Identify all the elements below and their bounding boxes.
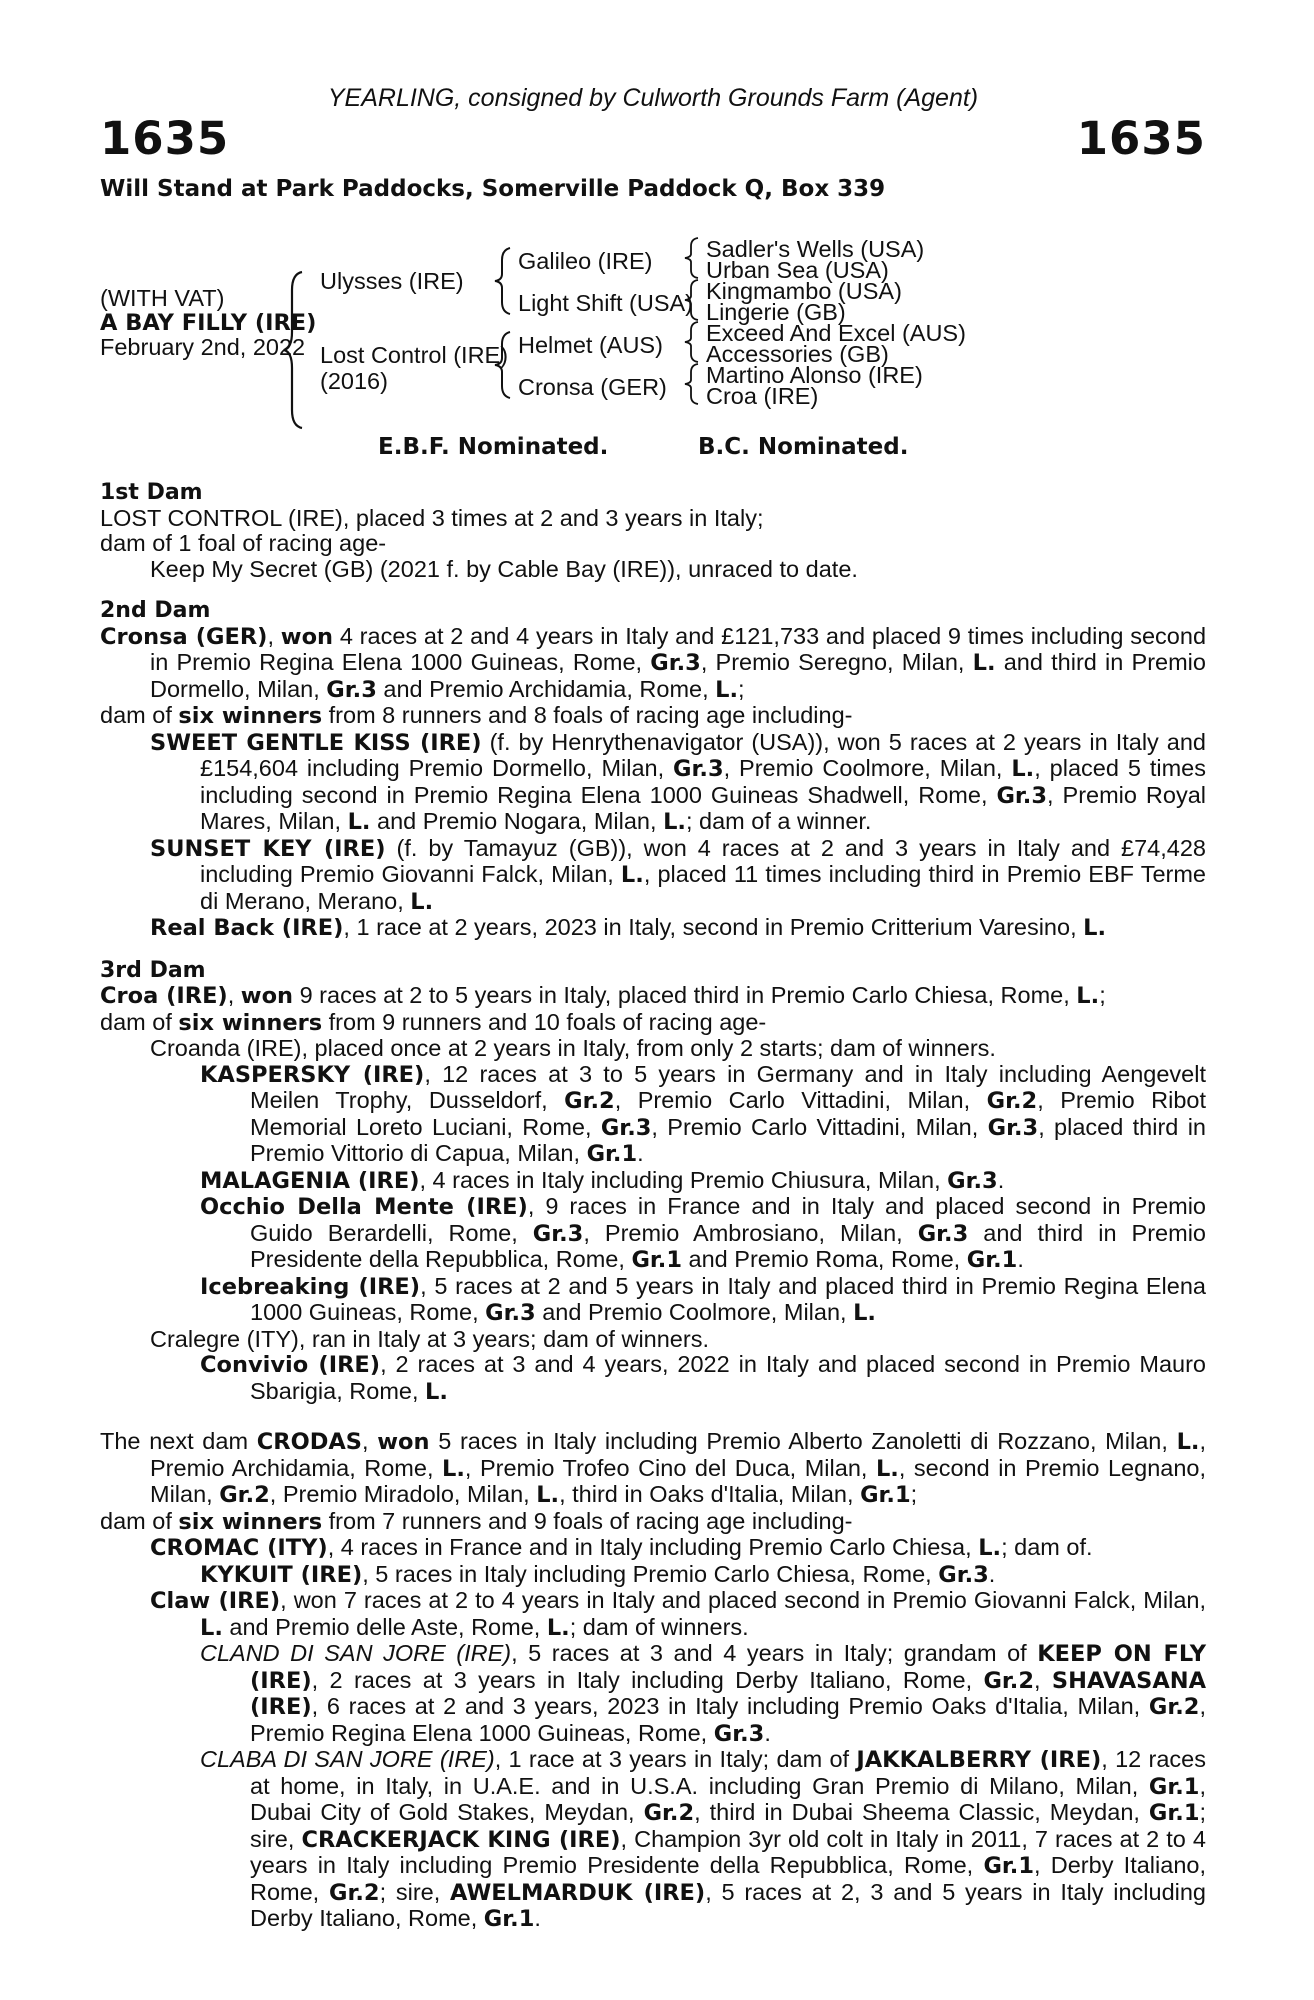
sire-sire: Galileo (IRE): [518, 248, 653, 274]
first-dam-heading: 1st Dam: [100, 480, 203, 505]
consignor-line: YEARLING, consigned by Culworth Grounds Farm (Agent): [327, 84, 979, 112]
pedigree-brace-dam: [492, 330, 514, 400]
dds: Martino Alonso (IRE): [706, 362, 923, 388]
second-dam-paragraph: Cronsa (GER), won 4 races at 2 and 4 years in Italy and £121,733 and placed 9 times including second in Premio Regina Elena 1000 Guineas, Rome, Gr.3, Premio Seregno, Milan, L. and third in Premio Dormello, Milan, Gr.3 and Premio Archidamia, Rome, L.;: [100, 622, 1207, 703]
dam-sire: Helmet (AUS): [518, 332, 663, 358]
dam-year: (2016): [320, 368, 388, 394]
produce-convivio: Convivio (IRE), 2 races at 3 and 4 years, 2022 in Italy and placed second in Premio Mauro Sbarigia, Rome, L.: [200, 1351, 1206, 1405]
sdd: Lingerie (GB): [706, 299, 846, 325]
ebf-nominated: E.B.F. Nominated.: [378, 434, 609, 460]
first-dam-paragraph: LOST CONTROL (IRE), placed 3 times at 2 and 3 years in Italy;: [100, 504, 764, 531]
produce-croanda: Croanda (IRE), placed once at 2 years in Italy, from only 2 starts; dam of winners.: [150, 1035, 996, 1061]
dsd: Accessories (GB): [706, 341, 889, 367]
produce-kykuit: KYKUIT (IRE), 5 races in Italy including Premio Carlo Chiesa, Rome, Gr.3.: [200, 1560, 996, 1588]
bc-nominated: B.C. Nominated.: [698, 434, 909, 460]
next-dam-paragraph: The next dam CRODAS, won 5 races in Italy including Premio Alberto Zanoletti di Rozzano, Milan, L., Premio Archidamia, Rome, L., Premio Trofeo Cino del Duca, Milan, L., second in Premio Legnano, Milan, Gr.2, Premio Miradolo, Milan, L., third in Oaks d'Italia, Milan, Gr.1;: [100, 1428, 1206, 1508]
produce-claw: Claw (IRE), won 7 races at 2 to 4 years in Italy and placed second in Premio Giovanni Falck, Milan, L. and Premio delle Aste, Rome, L.; dam of winners.: [150, 1587, 1206, 1641]
produce-sweet-gentle-kiss: SWEET GENTLE KISS (IRE) (f. by Henrythenavigator (USA)), won 5 races at 2 years in Italy and £154,604 including Premio Dormello, Milan, Gr.3, Premio Coolmore, Milan, L., placed 5 times including second in Premio Regina Elena 1000 Guineas Shadwell, Rome, Gr.3, Premio Royal Mares, Milan, L. and Premio Nogara, Milan, L.; dam of a winner.: [150, 728, 1206, 835]
brace-cronsa: [682, 362, 702, 406]
produce-record: [100, 480, 1206, 1933]
third-dam-heading: 3rd Dam: [100, 957, 206, 983]
sire: Ulysses (IRE): [320, 268, 464, 294]
first-dam-foals: dam of 1 foal of racing age-: [100, 530, 387, 556]
sss: Sadler's Wells (USA): [706, 236, 925, 262]
pedigree-brace-sire: [492, 246, 514, 316]
horse-name: A BAY FILLY (IRE): [100, 310, 317, 336]
dam-dam: Cronsa (GER): [518, 374, 667, 400]
produce-keep-my-secret: Keep My Secret (GB) (2021 f. by Cable Bay (IRE)), unraced to date.: [150, 555, 858, 582]
ddd: Croa (IRE): [706, 383, 819, 409]
foaling-date: February 2nd, 2022: [100, 334, 306, 360]
produce-cromac: CROMAC (ITY), 4 races in France and in Italy including Premio Carlo Chiesa, L.; dam of.: [150, 1534, 1093, 1561]
stabling-line: Will Stand at Park Paddocks, Somerville Paddock Q, Box 339: [100, 176, 886, 202]
brace-helmet: [682, 320, 702, 364]
second-dam-produce-summary: dam of six winners from 8 runners and 8 foals of racing age including-: [100, 702, 853, 729]
produce-real-back: Real Back (IRE), 1 race at 2 years, 2023 in Italy, second in Premio Critterium Varesino, L.: [150, 914, 1107, 941]
pedigree-brace-main: [280, 270, 306, 430]
ssd: Urban Sea (USA): [706, 257, 889, 283]
vat-note: (WITH VAT): [100, 285, 225, 311]
next-dam-produce-summary: dam of six winners from 7 runners and 9 foals of racing age including-: [100, 1507, 853, 1535]
produce-cralegre: Cralegre (ITY), ran in Italy at 3 years; dam of winners.: [150, 1325, 709, 1352]
dss: Exceed And Excel (AUS): [706, 320, 966, 346]
produce-sunset-key: SUNSET KEY (IRE) (f. by Tamayuz (GB)), won 4 races at 2 and 3 years in Italy and £74,428 including Premio Giovanni Falck, Milan, L., placed 11 times including third in Premio EBF Terme di Merano, Merano, L.: [150, 834, 1206, 915]
produce-cland-di-san-jore: CLAND DI SAN JORE (IRE), 5 races at 3 and 4 years in Italy; grandam of KEEP ON FLY (IRE), 2 races at 3 years in Italy including Derby Italiano, Rome, Gr.2, SHAVASANA (IRE), 6 races at 2 and 3 years, 2023 in Italy including Premio Oaks d'Italia, Milan, Gr.2, Premio Regina Elena 1000 Guineas, Rome, Gr.3.: [200, 1640, 1207, 1747]
produce-malagenia: MALAGENIA (IRE), 4 races in Italy including Premio Chiusura, Milan, Gr.3.: [200, 1166, 1005, 1194]
sire-dam: Light Shift (USA): [518, 290, 694, 316]
produce-kaspersky: KASPERSKY (IRE), 12 races at 3 to 5 years in Germany and in Italy including Aengevelt Meilen Trophy, Dusseldorf, Gr.2, Premio Carlo Vittadini, Milan, Gr.2, Premio Ribot Memorial Loreto Luciani, Rome, Gr.3, Premio Carlo Vittadini, Milan, Gr.3, placed third in Premio Vittorio di Capua, Milan, Gr.1.: [200, 1060, 1206, 1167]
lot-number-right: 1635: [1076, 112, 1206, 165]
brace-galileo: [682, 236, 702, 280]
third-dam-produce-summary: dam of six winners from 9 runners and 10 foals of racing age-: [100, 1008, 767, 1036]
third-dam-paragraph: Croa (IRE), won 9 races at 2 to 5 years in Italy, placed third in Premio Carlo Chiesa, Rome, L.;: [100, 982, 1106, 1009]
second-dam-heading: 2nd Dam: [100, 598, 211, 623]
sds: Kingmambo (USA): [706, 278, 902, 304]
produce-occhio-della-mente: Occhio Della Mente (IRE), 9 races in France and in Italy and placed second in Premio Guido Berardelli, Rome, Gr.3, Premio Ambrosiano, Milan, Gr.3 and third in Premio Presidente della Repubblica, Rome, Gr.1 and Premio Roma, Rome, Gr.1.: [200, 1193, 1207, 1273]
produce-claba-di-san-jore: CLABA DI SAN JORE (IRE), 1 race at 3 years in Italy; dam of JAKKALBERRY (IRE), 12 races at home, in Italy, in U.A.E. and in U.S.A. including Gran Premio di Milano, Milan, Gr.1, Dubai City of Gold Stakes, Meydan, Gr.2, third in Dubai Sheema Classic, Meydan, Gr.1; sire, CRACKERJACK KING (IRE), Champion 3yr old colt in Italy in 2011, 7 races at 2 to 4 years in Italy including Premio Presidente della Repubblica, Rome, Gr.1, Derby Italiano, Rome, Gr.2; sire, AWELMARDUK (IRE), 5 races at 2, 3 and 5 years in Italy including Derby Italiano, Rome, Gr.1.: [200, 1746, 1207, 1932]
produce-icebreaking: Icebreaking (IRE), 5 races at 2 and 5 years in Italy and placed third in Premio Regina Elena 1000 Guineas, Rome, Gr.3 and Premio Coolmore, Milan, L.: [200, 1272, 1206, 1326]
brace-light-shift: [682, 278, 702, 322]
lot-number-left: 1635: [100, 112, 230, 165]
dam: Lost Control (IRE): [320, 342, 509, 368]
